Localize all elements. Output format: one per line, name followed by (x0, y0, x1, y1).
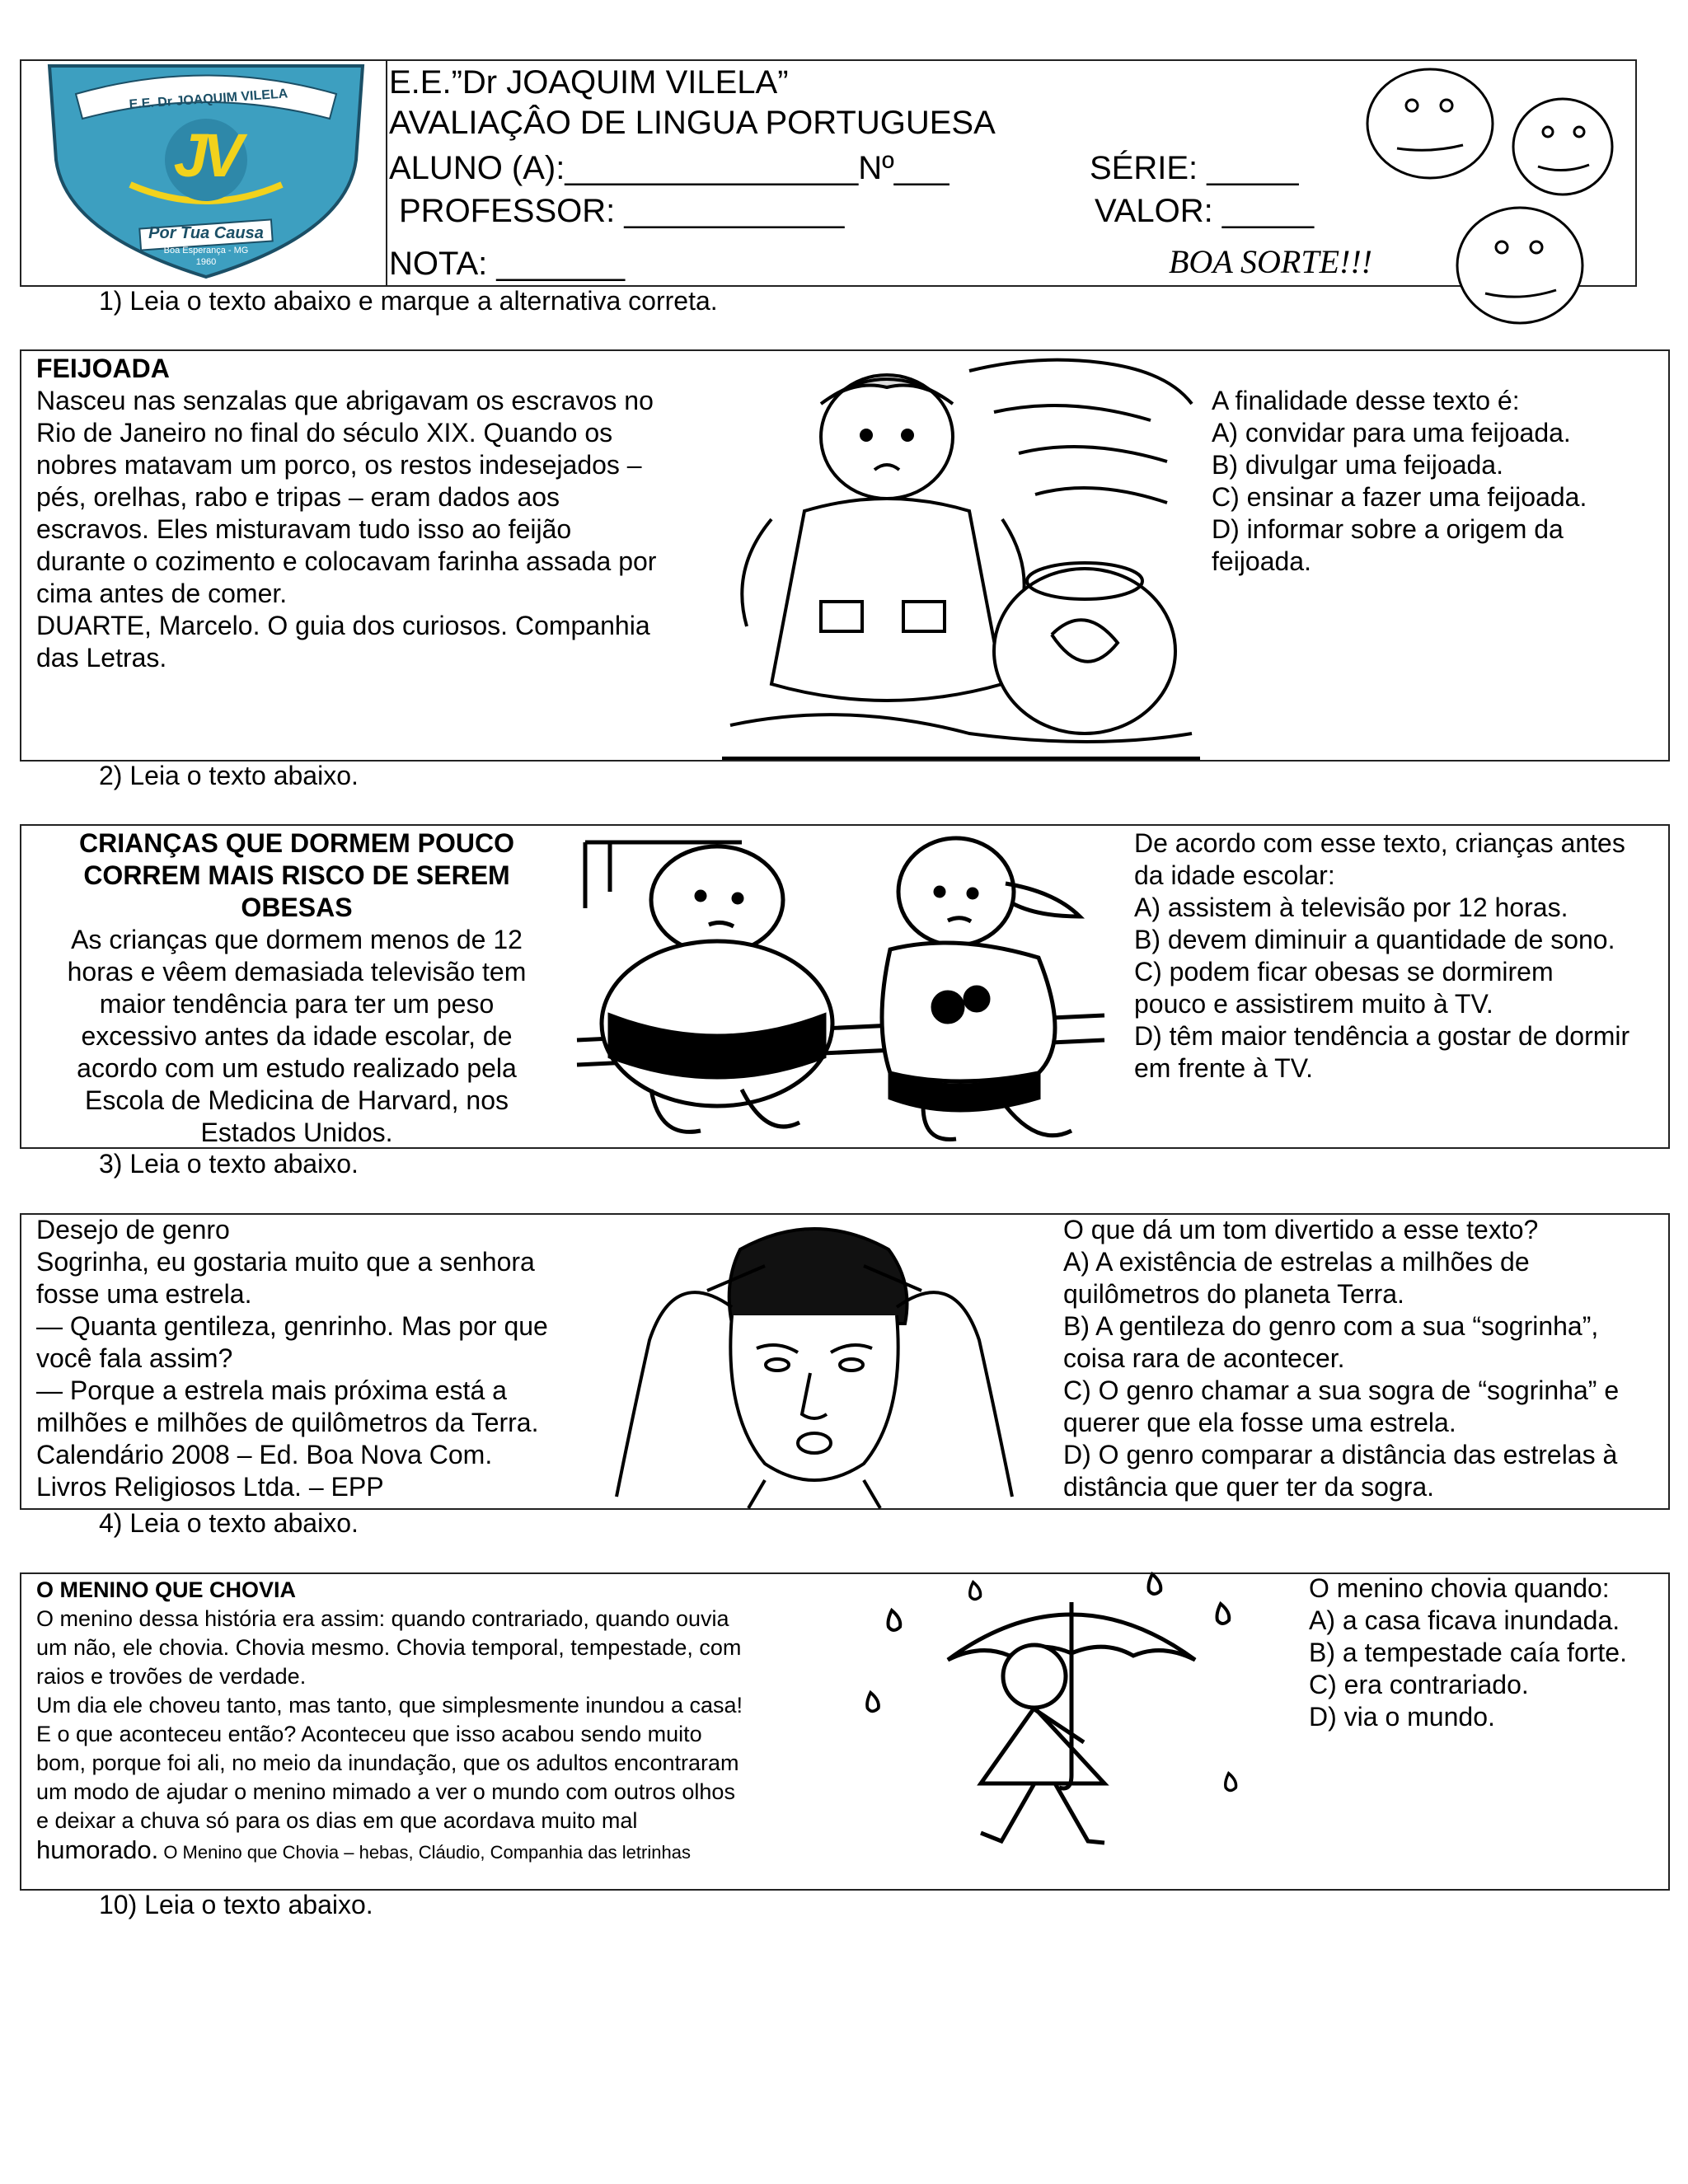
q3-text-line: Sogrinha, eu gostaria muito que a senhora (36, 1247, 535, 1277)
q2-option[interactable]: em frente à TV. (1134, 1053, 1314, 1083)
smiley-face-icon (1510, 96, 1615, 198)
cook-woman-illustration (722, 354, 1200, 762)
q4-text-line: e deixar a chuva só para os dias em que acordava muito mal (36, 1808, 638, 1833)
raindrop-icon (884, 1607, 908, 1635)
good-luck-text: BOA SORTE!!! (1169, 243, 1372, 280)
smiley-face-icon (1454, 204, 1586, 326)
q4-question-line: O menino chovia quando: (1309, 1573, 1610, 1603)
crest-initials: JV (173, 121, 239, 190)
q1-option[interactable]: A) convidar para uma feijoada. (1212, 418, 1571, 448)
q1-text-line: Rio de Janeiro no final do século XIX. Quando os (36, 418, 613, 448)
q1-text-line: nobres matavam um porco, os restos indesejados – (36, 450, 642, 480)
q3-text-line: fosse uma estrela. (36, 1279, 252, 1309)
q4-text-line: Um dia ele choveu tanto, mas tanto, que simplesmente inundou a casa! (36, 1693, 743, 1718)
q4-text-line: E o que aconteceu então? Aconteceu que isso acabou sendo muito (36, 1722, 702, 1746)
school-name: E.E.”Dr JOAQUIM VILELA” (389, 64, 789, 101)
q4-option[interactable]: B) a tempestade caía forte. (1309, 1638, 1627, 1667)
crest-year: 1960 (195, 257, 217, 267)
q3-option[interactable]: C) O genro chamar a sua sogra de “sogrinha” e (1063, 1376, 1620, 1405)
q2-option[interactable]: B) devem diminuir a quantidade de sono. (1134, 925, 1615, 954)
q3-prompt: 3) Leia o texto abaixo. (99, 1149, 359, 1179)
q2-text-line: Escola de Medicina de Harvard, nos (84, 1085, 509, 1115)
q2-question-line: De acordo com esse texto, crianças antes (1134, 828, 1625, 858)
raindrop-icon (1212, 1601, 1238, 1629)
q1-option[interactable]: B) divulgar uma feijoada. (1212, 450, 1503, 480)
q3-text-line: Desejo de genro (36, 1215, 230, 1244)
q3-text (36, 1214, 548, 1503)
q3-question (1063, 1214, 1619, 1503)
raindrop-icon (862, 1690, 887, 1716)
q2-text (25, 924, 569, 1149)
raindrop-icon (966, 1579, 987, 1604)
professor-field: PROFESSOR: ____________ (399, 193, 845, 229)
q4-text-line: um não, ele chovia. Chovia mesmo. Chovia temporal, tempestade, com (36, 1635, 742, 1660)
raindrop-icon (1221, 1770, 1243, 1795)
q3-option[interactable]: B) A gentileza do genro com a sua “sogrinha”, (1063, 1311, 1599, 1341)
nota-field: NOTA: _______ (389, 246, 626, 282)
q2-text-line: maior tendência para ter um peso (99, 989, 495, 1019)
q2-question-line: da idade escolar: (1134, 860, 1335, 890)
crest-banner: Por Tua Causa (148, 224, 264, 242)
q3-option[interactable]: A) A existência de estrelas a milhões de (1063, 1247, 1530, 1277)
exam-title: AVALIAÇÂO DE LINGUA PORTUGUESA (389, 105, 996, 141)
crest-top-text: E.E. Dr JOAQUIM VILELA (129, 87, 288, 112)
q2-title (25, 827, 569, 924)
q2-text-line: horas e vêem demasiada televisão tem (67, 957, 527, 987)
q1-text-line: durante o cozimento e colocavam farinha assada por (36, 546, 657, 576)
q3-question-line: O que dá um tom divertido a esse texto? (1063, 1215, 1539, 1244)
q2-text-line: excessivo antes da idade escolar, de (81, 1021, 513, 1051)
q2-option[interactable]: A) assistem à televisão por 12 horas. (1134, 893, 1568, 922)
q4-source: O Menino que Chovia – hebas, Cláudio, Companhia das letrinhas (158, 1842, 691, 1863)
q1-option[interactable]: feijoada. (1212, 546, 1311, 576)
q4-text-line: O menino dessa história era assim: quando contrariado, quando ouvia (36, 1606, 729, 1631)
q10-prompt: 10) Leia o texto abaixo. (99, 1890, 373, 1919)
q1-text-line: das Letras. (36, 643, 167, 673)
raindrop-icon (1144, 1571, 1169, 1599)
q1-text-line: cima antes de comer. (36, 579, 288, 608)
obese-children-illustration (577, 826, 1121, 1147)
q2-prompt: 2) Leia o texto abaixo. (99, 761, 359, 790)
q1-option[interactable]: D) informar sobre a origem da (1212, 514, 1564, 544)
q2-question (1134, 827, 1629, 1085)
q3-option[interactable]: querer que ela fosse uma estrela. (1063, 1408, 1456, 1437)
worried-man-illustration (600, 1216, 1037, 1508)
q2-option[interactable]: pouco e assistirem muito à TV. (1134, 989, 1493, 1019)
q4-text-line: um modo de ajudar o menino mimado a ver o mundo com outros olhos (36, 1779, 735, 1804)
student-field: ALUNO (A):________________Nº___ (389, 150, 950, 186)
q1-prompt: 1) Leia o texto abaixo e marque a alternativa correta. (99, 286, 718, 316)
q3-text-line: milhões e milhões de quilômetros da Terra. (36, 1408, 539, 1437)
q1-text (36, 385, 656, 674)
q4-last-line (36, 1835, 743, 1867)
q4-title: O MENINO QUE CHOVIA (36, 1577, 297, 1602)
serie-field: SÉRIE: _____ (1090, 150, 1299, 186)
q4-option[interactable]: A) a casa ficava inundada. (1309, 1605, 1620, 1635)
q1-question: A finalidade desse texto é: (1212, 386, 1520, 415)
q2-text-line: acordo com um estudo realizado pela (77, 1053, 517, 1083)
q3-option[interactable]: D) O genro comparar a distância das estrelas à (1063, 1440, 1618, 1469)
q4-question (1309, 1572, 1627, 1733)
q2-title-line: CRIANÇAS QUE DORMEM POUCO (78, 828, 514, 858)
q4-option[interactable]: C) era contrariado. (1309, 1670, 1529, 1699)
valor-field: VALOR: _____ (1095, 193, 1315, 229)
q1-text-line: escravos. Eles misturavam tudo isso ao feijão (36, 514, 572, 544)
q2-title-line: OBESAS (241, 893, 353, 922)
q4-text-line: bom, porque foi ali, no meio da inundação, que os adultos encontraram (36, 1750, 739, 1775)
q4-prompt: 4) Leia o texto abaixo. (99, 1508, 359, 1538)
q3-option[interactable]: quilômetros do planeta Terra. (1063, 1279, 1404, 1309)
q3-text-line: você fala assim? (36, 1343, 233, 1373)
q1-text-line: pés, orelhas, rabo e tripas – eram dados aos (36, 482, 560, 512)
q4-text-line: raios e trovões de verdade. (36, 1664, 307, 1689)
q3-text-line: Livros Religiosos Ltda. – EPP (36, 1472, 384, 1502)
q1-text-line: Nasceu nas senzalas que abrigavam os escravos no (36, 386, 654, 415)
q1-title: FEIJOADA (36, 354, 170, 383)
q1-text-line: DUARTE, Marcelo. O guia dos curiosos. Companhia (36, 611, 650, 640)
q3-text-line: Calendário 2008 – Ed. Boa Nova Com. (36, 1440, 493, 1469)
q1-options (1212, 417, 1587, 578)
q1-option[interactable]: C) ensinar a fazer uma feijoada. (1212, 482, 1587, 512)
smiley-face-icon (1364, 66, 1496, 181)
q3-option[interactable]: coisa rara de acontecer. (1063, 1343, 1345, 1373)
q2-text-line: Estados Unidos. (200, 1118, 393, 1147)
header-divider (386, 59, 387, 287)
q4-last-word: humorado. (36, 1835, 159, 1864)
q2-title-line: CORREM MAIS RISCO DE SEREM (83, 860, 510, 890)
q3-text-line: — Porque a estrela mais próxima está a (36, 1376, 507, 1405)
q2-option[interactable]: D) têm maior tendência a gostar de dormir (1134, 1021, 1630, 1051)
q2-text-line: As crianças que dormem menos de 12 (71, 925, 523, 954)
q4-option[interactable]: D) via o mundo. (1309, 1702, 1495, 1732)
q3-text-line: — Quanta gentileza, genrinho. Mas por que (36, 1311, 548, 1341)
crest-city: Boa Esperança - MG (163, 246, 249, 255)
q4-text (36, 1605, 743, 1867)
q2-option[interactable]: C) podem ficar obesas se dormirem (1134, 957, 1554, 987)
q3-option[interactable]: distância que quer ter da sogra. (1063, 1472, 1435, 1502)
